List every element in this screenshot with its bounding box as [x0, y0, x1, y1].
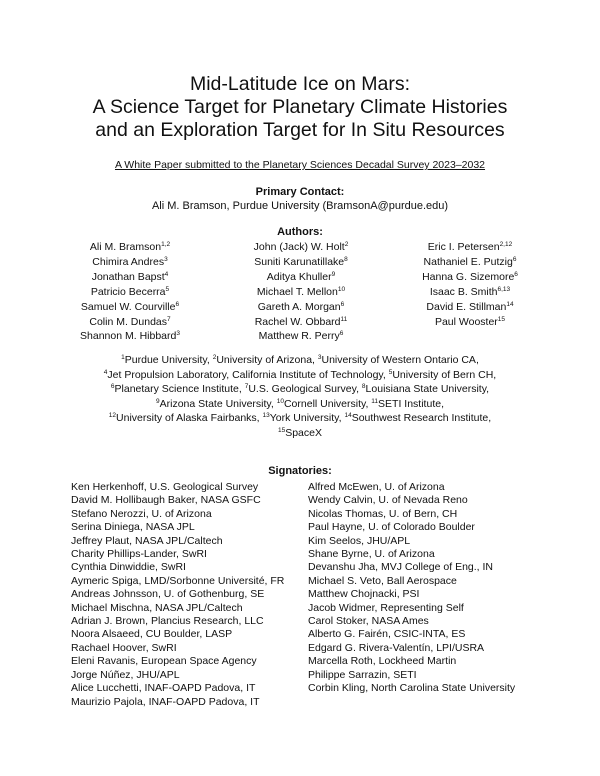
- author-entry: Hanna G. Sizemore$^6$: [422, 270, 518, 283]
- paper-title: [0, 73, 600, 142]
- affiliation-line: $^6$Planetary Science Institute, $^7$U.S. Geological Survey, $^8$Louisiana State University,: [110, 383, 490, 396]
- signatory-entry: Noora Alsaeed, CU Boulder, LASP: [71, 628, 233, 641]
- author-entry: Samuel W. Courville$^6$: [80, 300, 180, 313]
- signatory-entry: Nicolas Thomas, U. of Bern, CH: [308, 507, 458, 520]
- signatories-heading: Signatories:: [268, 465, 332, 477]
- signatory-entry: Philippe Sarrazin, SETI: [308, 668, 417, 681]
- author-entry: Nathaniel E. Putzig$^6$: [423, 255, 517, 268]
- author-entry: Shannon M. Hibbard$^3$: [80, 330, 180, 343]
- affiliation-line: $^9$Arizona State University, $^{10}$Cornell University, $^{11}$SETI Institute,: [156, 397, 444, 410]
- signatory-entry: Kim Seelos, JHU/APL: [308, 534, 411, 547]
- author-entry: Eric I. Petersen$^{2,12}$: [427, 241, 513, 253]
- primary-contact-value: Ali M. Bramson, Purdue University (BramsonA@purdue.edu): [151, 200, 449, 212]
- signatory-entry: Cynthia Dinwiddie, SwRI: [71, 561, 186, 574]
- signatory-entry: Stefano Nerozzi, U. of Arizona: [71, 507, 212, 520]
- signatory-entry: Matthew Chojnacki, PSI: [308, 588, 420, 601]
- author-entry: Paul Wooster$^{15}$: [434, 315, 506, 328]
- signatory-entry: Paul Hayne, U. of Colorado Boulder: [308, 521, 475, 534]
- author-entry: Jonathan Bapst$^4$: [91, 270, 169, 283]
- signatory-entry: Andreas Johnsson, U. of Gothenburg, SE: [71, 588, 265, 601]
- signatory-entry: Rachael Hoover, SwRI: [71, 641, 177, 654]
- subtitle-text: A White Paper submitted to the Planetary Sciences Decadal Survey 2023–2032: [114, 159, 486, 171]
- author-entry: John (Jack) W. Holt$^2$: [253, 241, 349, 253]
- signatories-column-2: [308, 481, 515, 696]
- signatory-entry: Alfred McEwen, U. of Arizona: [308, 481, 445, 493]
- signatory-entry: Devanshu Jha, MVJ College of Eng., IN: [308, 561, 494, 574]
- signatory-entry: Shane Byrne, U. of Arizona: [308, 548, 435, 561]
- title-line: A Science Target for Planetary Climate Histories: [92, 96, 508, 118]
- author-entry: Patricio Becerra$^5$: [90, 285, 170, 298]
- signatory-entry: Michael S. Veto, Ball Aerospace: [308, 574, 457, 587]
- author-entry: Michael T. Mellon$^{10}$: [256, 285, 346, 298]
- signatory-entry: Eleni Ravanis, European Space Agency: [71, 655, 257, 668]
- affiliation-line: $^{12}$University of Alaska Fairbanks, $^{13}$York University, $^{14}$Southwest Research Institute,: [108, 412, 492, 425]
- subtitle: [0, 159, 600, 172]
- authors-column-2: [233, 240, 369, 344]
- signatory-entry: Corbin Kling, North Carolina State University: [308, 682, 516, 695]
- author-entry: Colin M. Dundas$^7$: [89, 315, 171, 328]
- signatory-entry: Adrian J. Brown, Plancius Research, LLC: [71, 615, 264, 628]
- author-entry: David E. Stillman$^{14}$: [426, 300, 514, 313]
- affiliation-line: $^{15}$SpaceX: [277, 426, 322, 439]
- author-entry: Aditya Khuller$^9$: [266, 270, 336, 283]
- affiliation-line: $^4$Jet Propulsion Laboratory, California Institute of Technology, $^5$University of Bern CH,: [103, 368, 497, 381]
- author-entry: Gareth A. Morgan$^6$: [257, 300, 345, 313]
- primary-contact-heading: Primary Contact:: [255, 186, 345, 198]
- signatories-column-1: [71, 481, 284, 709]
- signatory-entry: Edgard G. Rivera-Valentín, LPI/USRA: [308, 641, 485, 654]
- affiliations: [0, 353, 600, 441]
- signatory-entry: Alice Lucchetti, INAF-OAPD Padova, IT: [71, 682, 256, 695]
- affiliation-line: $^1$Purdue University, $^2$University of Arizona, $^3$University of Western Ontario CA,: [121, 354, 479, 366]
- signatory-entry: Marcella Roth, Lockheed Martin: [308, 655, 457, 668]
- signatory-entry: Serina Diniega, NASA JPL: [71, 521, 195, 534]
- signatory-entry: Aymeric Spiga, LMD/Sorbonne Université, FR: [71, 574, 285, 587]
- authors-column-3: [402, 240, 538, 329]
- author-entry: Chimira Andres$^3$: [92, 255, 168, 268]
- signatory-entry: Maurizio Pajola, INAF-OAPD Padova, IT: [71, 695, 260, 708]
- signatory-entry: Alberto G. Fairén, CSIC-INTA, ES: [308, 628, 466, 641]
- signatory-entry: Michael Mischna, NASA JPL/Caltech: [71, 601, 243, 614]
- author-entry: Rachel W. Obbard$^{11}$: [254, 315, 348, 328]
- signatory-entry: Jeffrey Plaut, NASA JPL/Caltech: [71, 534, 223, 547]
- authors-column-1: [62, 240, 198, 344]
- signatory-entry: Ken Herkenhoff, U.S. Geological Survey: [71, 481, 259, 493]
- signatory-entry: David M. Hollibaugh Baker, NASA GSFC: [71, 494, 261, 507]
- authors-heading: Authors:: [277, 226, 323, 238]
- signatory-entry: Charity Phillips-Lander, SwRI: [71, 548, 207, 561]
- title-line: Mid-Latitude Ice on Mars:: [189, 73, 410, 95]
- author-entry: Suniti Karunatillake$^8$: [254, 255, 348, 268]
- signatory-entry: Jacob Widmer, Representing Self: [308, 601, 464, 614]
- title-line: and an Exploration Target for In Situ Resources: [95, 119, 505, 141]
- signatory-entry: Wendy Calvin, U. of Nevada Reno: [308, 494, 468, 507]
- author-entry: Ali M. Bramson$^{1,2}$: [89, 241, 171, 253]
- author-entry: Isaac B. Smith$^{6,13}$: [429, 285, 511, 298]
- signatory-entry: Carol Stoker, NASA Ames: [308, 615, 429, 628]
- author-entry: Matthew R. Perry$^6$: [258, 330, 344, 343]
- signatory-entry: Jorge Núñez, JHU/APL: [71, 668, 180, 681]
